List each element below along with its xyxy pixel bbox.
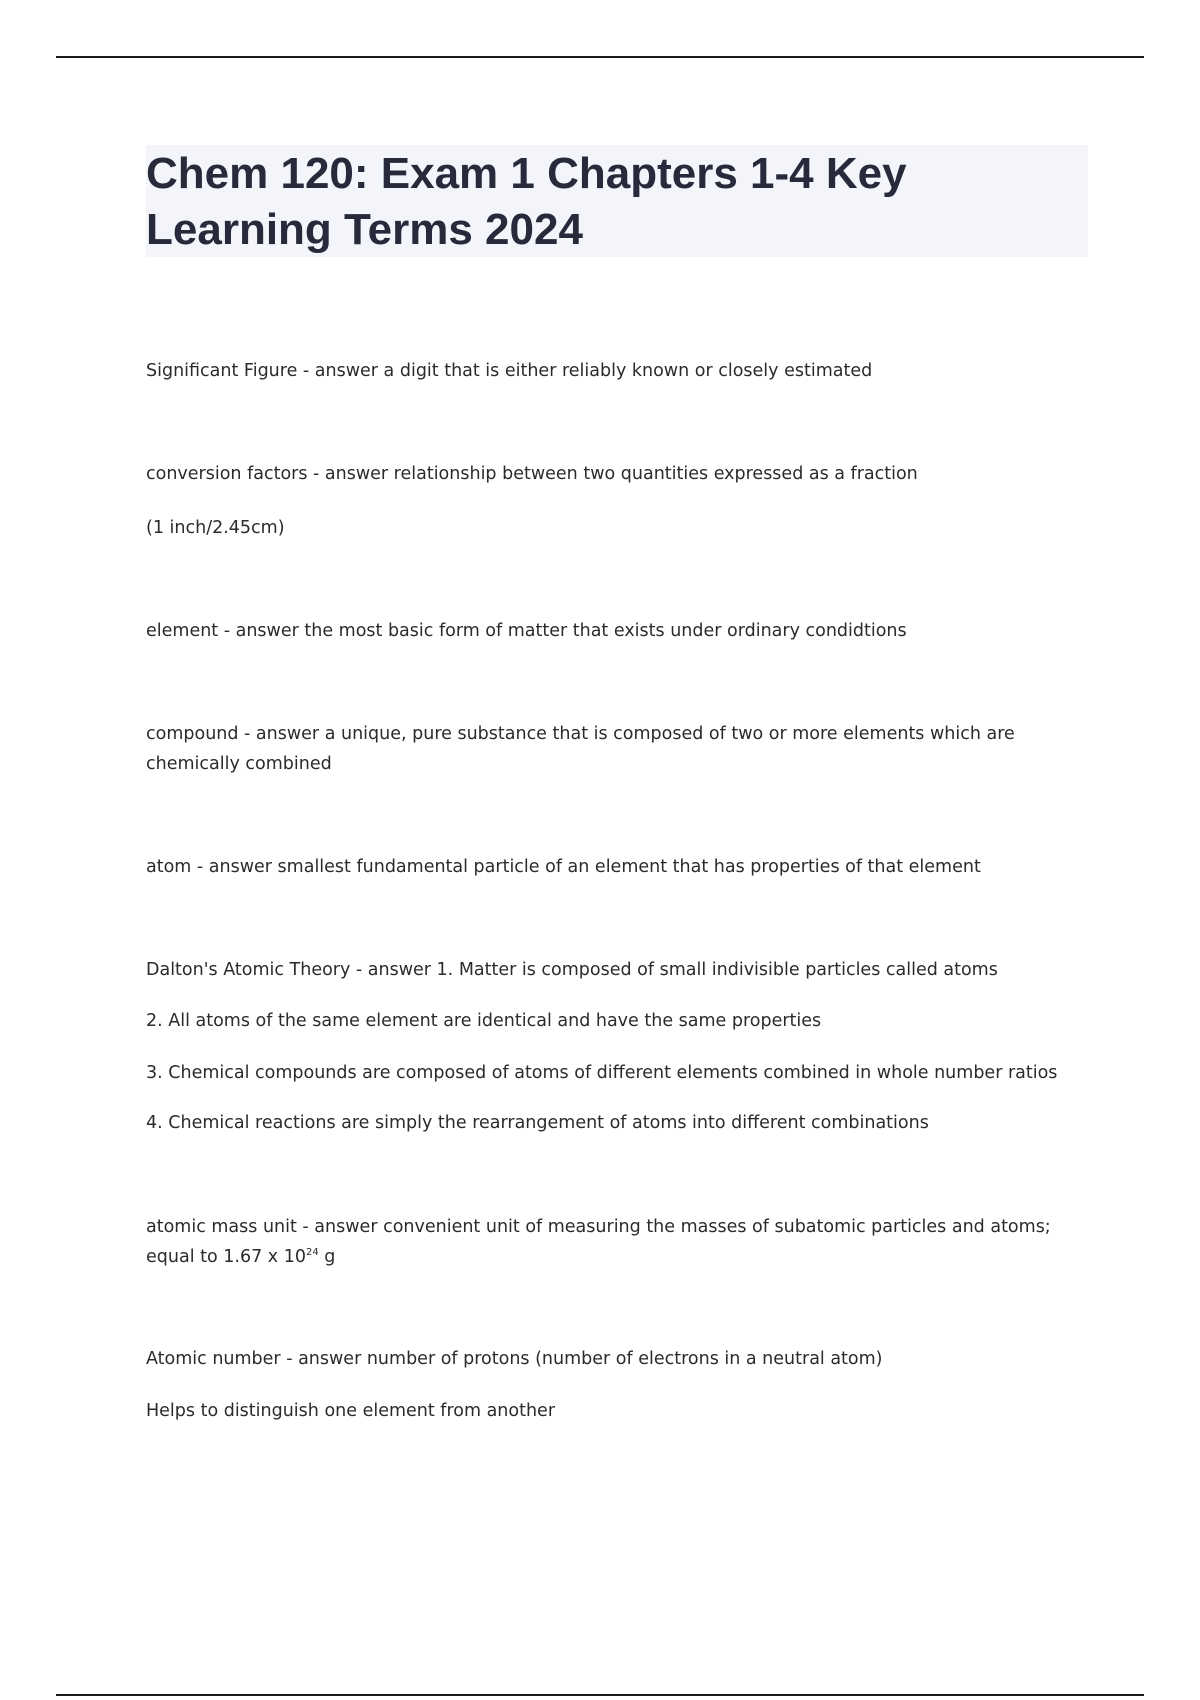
dalton-point-4: 4. Chemical reactions are simply the rearrangement of atoms into different combinations — [146, 1113, 929, 1133]
entry-atomic-mass-unit: atomic mass unit - answer convenient unit of measuring the masses of subatomic particles and atoms; — [146, 1217, 1051, 1237]
entry-daltons-atomic-theory: Dalton's Atomic Theory - answer 1. Matter is composed of small indivisible particles called atoms — [146, 960, 998, 980]
entry-atomic-number: Atomic number - answer number of protons (number of electrons in a neutral atom) — [146, 1349, 883, 1369]
bottom-rule — [56, 1694, 1144, 1696]
entry-atomic-mass-unit-continued — [146, 1242, 335, 1272]
entry-atom: atom - answer smallest fundamental particle of an element that has properties of that element — [146, 857, 981, 877]
entry-compound-continued: chemically combined — [146, 754, 332, 774]
entry-significant-figure: Significant Figure - answer a digit that is either reliably known or closely estimated — [146, 361, 873, 381]
entry-conversion-factors: conversion factors - answer relationship between two quantities expressed as a fraction — [146, 464, 918, 484]
entry-element: element - answer the most basic form of matter that exists under ordinary condidtions — [146, 621, 907, 641]
amu-value: equal to 1.67 x 10 — [146, 1247, 306, 1267]
document-title: Chem 120: Exam 1 Chapters 1-4 Key Learning Terms 2024 — [146, 149, 907, 254]
dalton-point-3: 3. Chemical compounds are composed of atoms of different elements combined in whole number ratios — [146, 1063, 1058, 1083]
entry-atomic-number-note: Helps to distinguish one element from another — [146, 1401, 556, 1421]
amu-exponent: 24 — [305, 1247, 319, 1259]
entry-compound: compound - answer a unique, pure substance that is composed of two or more elements which are — [146, 724, 1015, 744]
top-rule — [56, 56, 1144, 58]
dalton-point-2: 2. All atoms of the same element are identical and have the same properties — [146, 1011, 822, 1031]
amu-unit: g — [318, 1247, 336, 1267]
entry-conversion-factors-example: (1 inch/2.45cm) — [146, 518, 285, 538]
